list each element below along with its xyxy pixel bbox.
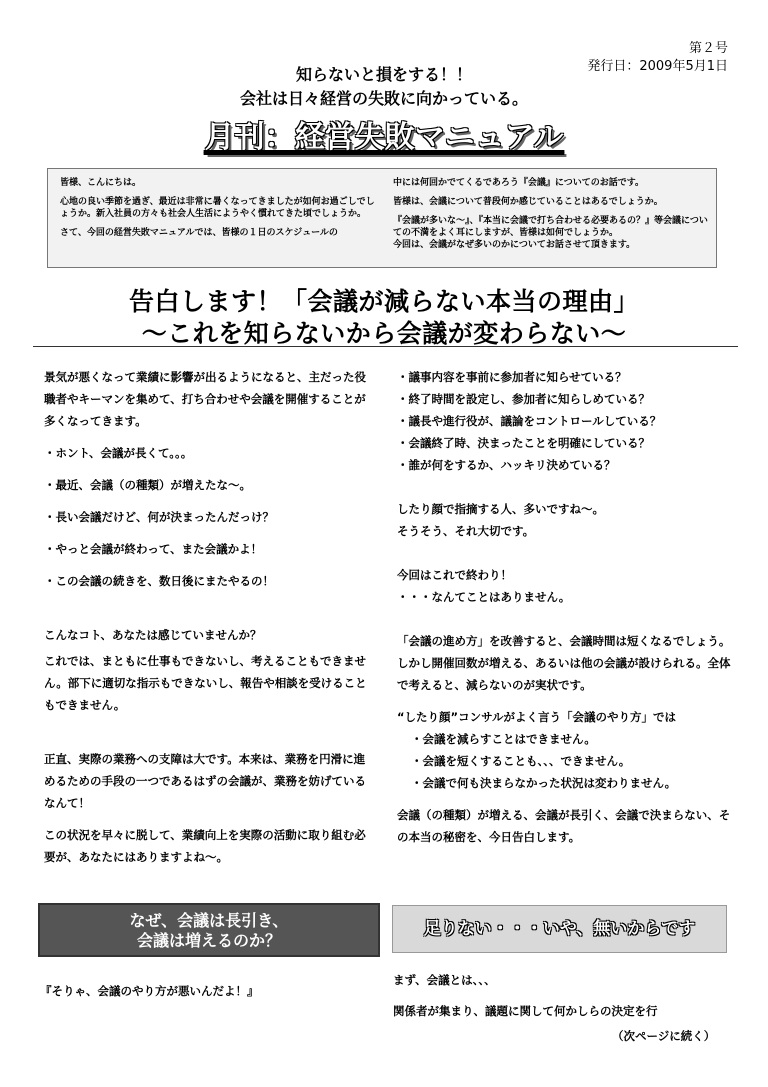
tagline-2: 会社は日々経営の失敗に向かっている。 <box>239 89 528 108</box>
paragraph: これでは、まともに仕事もできないし、考えることもできません。部下に適切な指示もできないし、報告や相談を受けることもできません。 <box>44 654 367 712</box>
complaint-quote: ・この会議の続きを、数日後にまたやるの！ <box>44 574 274 588</box>
issue-date: 発行日：2009年5月1日 <box>587 59 728 74</box>
checklist-item: ・議長や進行役が、議論をコントロールしている？ <box>397 414 662 428</box>
cannot-item: ・会議を減らすことはできません。 <box>411 732 596 746</box>
headline-sub: ～これを知らないから会議が変わらない～ <box>141 319 627 348</box>
banner-line: 会議は増えるのか？ <box>136 931 281 950</box>
greeting-text: 今回は、会議がなぜ多いのかについてお話させて頂きます。 <box>393 240 636 250</box>
complaint-quote: ・長い会議だけど、何が決まったんだっけ？ <box>44 510 274 524</box>
complaint-quote: ・やっと会議が終わって、また会議かよ！ <box>44 542 263 556</box>
section-banner-why <box>38 903 380 957</box>
tagline-1: 知らないと損をする！！ <box>295 65 472 84</box>
greeting-text: 皆様、こんにちは。 <box>60 178 142 188</box>
banner-line: なぜ、会議は長引き、 <box>129 911 289 930</box>
checklist-item: ・会議終了時、決まったことを明確にしている？ <box>397 436 650 450</box>
checklist-item: ・誰が何をするか、ハッキリ決めている？ <box>397 458 616 472</box>
greeting-right <box>393 177 711 258</box>
paragraph: この状況を早々に脱して、業績向上を実際の活動に取り組む必要が、あなたにはありますよね～。 <box>44 828 366 864</box>
divider <box>33 346 738 347</box>
remark: そうそう、それ大切です。 <box>397 524 535 538</box>
continued-note: （次ページに続く） <box>612 1029 716 1043</box>
left-column <box>44 366 376 868</box>
checklist-item: ・議事内容を事前に参加者に知らせている？ <box>397 370 627 384</box>
greeting-text: さて、今回の経営失敗マニュアルでは、皆様の１日のスケジュールの <box>60 228 338 238</box>
meeting-definition-intro: まず、会議とは、、、 <box>393 973 496 987</box>
remark: したり顔で指摘する人、多いですね～。 <box>397 502 604 516</box>
consultant-line: “したり顔”コンサルがよく言う「会議のやり方」では <box>397 710 677 724</box>
intro-paragraph: 景気が悪くなって業績に影響が出るようになると、主だった役職者やキーマンを集めて、打ち合わせや会議を開催することが多くなってきます。 <box>44 370 366 428</box>
complaint-quote: ・ホント、会議が長くて。。。 <box>44 446 193 460</box>
paragraph: 会議（の種類）が増える、会議が長引く、会議で決まらない、その本当の秘密を、今日告白します。 <box>397 808 731 844</box>
greeting-text: 『会議が多いな～』、『本当に会議で打ち合わせる必要あるの？』等会議についての不満をよく耳にしますが、皆様は如何でしょうか。 <box>393 216 708 238</box>
newsletter-title: 月刊：経営失敗マニュアル <box>204 120 564 155</box>
paragraph: 正直、実際の業務への支障は大です。本来は、業務を円滑に進めるための手段の一つであるはずの会議が、業務を妨げているなんて！ <box>44 752 366 810</box>
section-banner-answer: 足りない・・・いや、無いからです <box>392 905 727 953</box>
cannot-item: ・会議で何も決まらなかった状況は変わりません。 <box>411 776 677 790</box>
ending-line: 今回はこれで終わり！ <box>397 568 512 582</box>
right-column <box>397 366 732 848</box>
issue-number: 第２号 <box>688 41 728 56</box>
left-quote: 『そりゃ、会議のやり方が悪いんだよ！』 <box>40 984 259 998</box>
complaint-quote: ・最近、会議（の種類）が増えたな～。 <box>44 478 251 492</box>
cannot-item: ・会議を短くすることも、、、できません。 <box>411 754 631 768</box>
paragraph: 「会議の進め方」を改善すると、会議時間は短くなるでしょう。しかし開催回数が増える、あるいは他の会議が設けられる。全体で考えると、減らないのが実状です。 <box>397 634 731 692</box>
greeting-text: 心地の良い季節を過ぎ、最近は非常に暑くなってきましたが如何お過ごしでしょうか。新入社員の方々も社会人生活にようやく慣れてきた頃でしょうか。 <box>60 197 375 219</box>
greeting-text: 中には何回かでてくるであろう『会議』についてのお話です。 <box>393 178 645 188</box>
headline-main: 告白します！「会議が減らない本当の理由」 <box>128 287 639 316</box>
greeting-text: 皆様は、会議について普段何か感じていることはあるでしょうか。 <box>393 197 663 207</box>
ending-line: ・・・なんてことはありません。 <box>397 590 571 604</box>
question: こんなコト、あなたは感じていませんか？ <box>44 628 262 642</box>
meeting-definition: 関係者が集まり、議題に関して何かしらの決定を行 <box>393 1004 658 1018</box>
checklist-item: ・終了時間を設定し、参加者に知らしめている？ <box>397 392 650 406</box>
greeting-left <box>60 177 380 246</box>
